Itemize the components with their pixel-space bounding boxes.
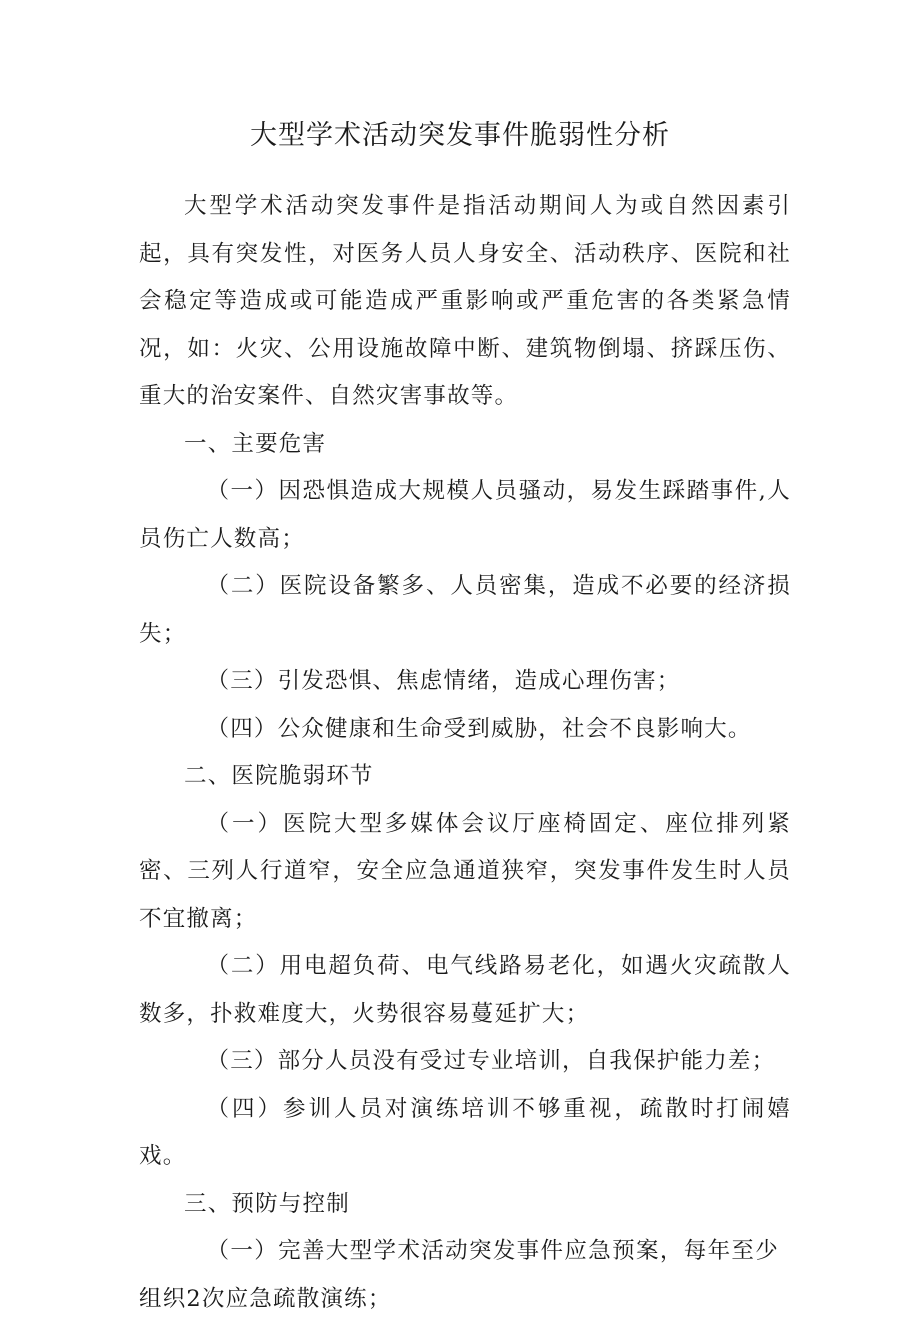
harm-item-1: （一）因恐惧造成大规模人员骚动，易发生踩踏事件,人员伤亡人数高； bbox=[139, 478, 791, 552]
document-body bbox=[139, 183, 791, 1323]
vulnerability-item-1: （一）医院大型多媒体会议厅座椅固定、座位排列紧密、三列人行道窄，安全应急通道狭窄，突发事件发生时人员不宜撤离； bbox=[139, 810, 791, 932]
prevention-item-1: （一）完善大型学术活动突发事件应急预案，每年至少组织2次应急疏散演练； bbox=[139, 1238, 779, 1312]
vulnerability-item-3: （三）部分人员没有受过专业培训，自我保护能力差； bbox=[206, 1048, 776, 1074]
section-heading-vulnerabilities: 二、医院脆弱环节 bbox=[184, 763, 374, 789]
intro-paragraph: 大型学术活动突发事件是指活动期间人为或自然因素引起，具有突发性，对医务人员人身安全、活动秩序、医院和社会稳定等造成或可能造成严重影响或严重危害的各类紧急情况，如：火灾、公用设施故障中断、建筑物倒塌、挤踩压伤、重大的治安案件、自然灾害事故等。 bbox=[139, 193, 791, 409]
document-title: 大型学术活动突发事件脆弱性分析 bbox=[250, 120, 670, 151]
section-heading-harms: 一、主要危害 bbox=[184, 430, 327, 457]
harm-item-3: （三）引发恐惧、焦虑情绪，造成心理伤害； bbox=[206, 668, 681, 694]
harm-item-4: （四）公众健康和生命受到威胁，社会不良影响大。 bbox=[206, 715, 752, 742]
harm-item-2: （二）医院设备繁多、人员密集，造成不必要的经济损失； bbox=[139, 573, 791, 647]
vulnerability-item-4: （四）参训人员对演练培训不够重视，疏散时打闹嬉戏。 bbox=[139, 1095, 791, 1169]
section-heading-prevention: 三、预防与控制 bbox=[184, 1190, 350, 1217]
vulnerability-item-2: （二）用电超负荷、电气线路易老化，如遇火灾疏散人数多，扑救难度大，火势很容易蔓延扩大； bbox=[139, 953, 791, 1027]
